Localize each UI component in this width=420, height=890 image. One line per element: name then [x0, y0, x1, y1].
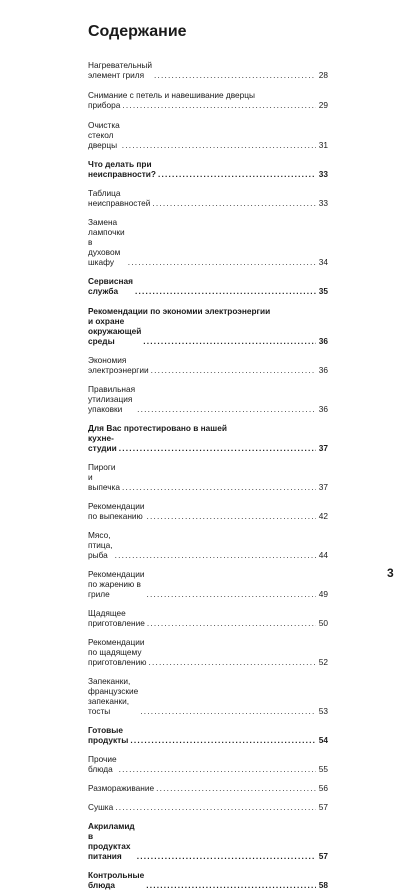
toc-entry-line: [88, 276, 328, 296]
toc-entry-page: 36: [318, 404, 328, 414]
toc-entry-page: 29: [318, 100, 328, 110]
toc-entry-page: 53: [318, 706, 328, 716]
dot-leader: [147, 511, 317, 521]
toc-entry: [88, 754, 328, 774]
dot-leader: [137, 404, 316, 414]
toc-entry-title: Сервисная служба: [88, 276, 133, 296]
toc-entry-title: Замена лампочки в духовом шкафу: [88, 217, 125, 267]
dot-leader: [137, 851, 316, 861]
toc-entry-page: 54: [318, 735, 328, 745]
dot-leader: [122, 100, 316, 110]
toc-entry-line: [88, 423, 328, 433]
toc-entry-title: прибора: [88, 100, 121, 110]
toc-entry-page: 58: [318, 880, 328, 890]
toc-entry-title: Рекомендации по выпеканию: [88, 501, 145, 521]
toc-entry-line: [88, 637, 328, 667]
toc-entry-title: Нагревательный элемент гриля: [88, 60, 152, 80]
table-of-contents: [88, 60, 328, 890]
toc-entry-line: [88, 433, 328, 453]
dot-leader: [154, 70, 316, 80]
toc-entry-line: [88, 384, 328, 414]
toc-entry: [88, 120, 328, 150]
toc-entry: [88, 60, 328, 80]
toc-entry-line: [88, 501, 328, 521]
toc-entry-page: 37: [318, 443, 328, 453]
toc-entry-title: Очистка стекол дверцы: [88, 120, 120, 150]
dot-leader: [148, 657, 316, 667]
toc-entry-title: Снимание с петель и навешивание дверцы: [88, 90, 255, 100]
toc-entry-title: Экономия электроэнергии: [88, 355, 149, 375]
dot-leader: [115, 802, 316, 812]
dot-leader: [151, 365, 316, 375]
toc-entry-title: кухне-студии: [88, 433, 117, 453]
toc-entry-line: [88, 217, 328, 267]
dot-leader: [135, 286, 316, 296]
page-number: 3: [387, 566, 394, 580]
toc-entry-line: [88, 783, 328, 793]
toc-entry-page: 35: [318, 286, 328, 296]
toc-entry-line: [88, 870, 328, 890]
dot-leader: [147, 589, 317, 599]
toc-entry-page: 33: [318, 169, 328, 179]
toc-entry-line: [88, 316, 328, 346]
toc-entry-line: [88, 754, 328, 774]
toc-entry-line: [88, 306, 328, 316]
toc-entry-title: Прочие блюда: [88, 754, 117, 774]
toc-entry: [88, 159, 328, 179]
toc-entry: [88, 608, 328, 628]
toc-entry-page: 57: [318, 851, 328, 861]
toc-entry-page: 57: [318, 802, 328, 812]
dot-leader: [122, 140, 316, 150]
toc-entry-title: Сушка: [88, 802, 114, 812]
dot-leader: [143, 336, 316, 346]
dot-leader: [128, 257, 316, 267]
toc-entry-title: Пироги и выпечка: [88, 462, 120, 492]
toc-entry: [88, 462, 328, 492]
toc-entry: [88, 725, 328, 745]
toc-entry-title: Размораживание: [88, 783, 155, 793]
toc-entry-title: Для Вас протестировано в нашей: [88, 423, 227, 433]
toc-entry-page: 52: [318, 657, 328, 667]
toc-entry-title: Контрольные блюда: [88, 870, 145, 890]
toc-entry: [88, 783, 328, 793]
dot-leader: [122, 482, 316, 492]
dot-leader: [147, 618, 316, 628]
toc-entry-page: 49: [318, 589, 328, 599]
dot-leader: [158, 169, 316, 179]
toc-entry: [88, 217, 328, 267]
toc-entry-title: Рекомендации по экономии электроэнергии: [88, 306, 271, 316]
toc-entry-title: Таблица неисправностей: [88, 188, 151, 208]
dot-leader: [119, 764, 316, 774]
toc-entry-page: 36: [318, 336, 328, 346]
toc-entry: [88, 870, 328, 890]
toc-entry-title: Рекомендации по щадящему приготовлению: [88, 637, 147, 667]
toc-entry: [88, 276, 328, 296]
toc-entry: [88, 821, 328, 861]
toc-entry-line: [88, 120, 328, 150]
toc-entry-line: [88, 802, 328, 812]
toc-entry-line: [88, 159, 328, 179]
toc-entry-title: Готовые продукты: [88, 725, 129, 745]
toc-entry-page: 50: [318, 618, 328, 628]
toc-entry-page: 42: [318, 511, 328, 521]
toc-entry-title: Что делать при неисправности?: [88, 159, 156, 179]
toc-entry-line: [88, 530, 328, 560]
page-title: Содержание: [88, 23, 187, 40]
toc-entry: [88, 802, 328, 812]
toc-entry-page: 33: [318, 198, 328, 208]
toc-entry: [88, 676, 328, 716]
toc-entry-line: [88, 676, 328, 716]
toc-entry-line: [88, 355, 328, 375]
toc-entry: [88, 188, 328, 208]
toc-entry-line: [88, 725, 328, 745]
toc-entry-page: 36: [318, 365, 328, 375]
toc-entry-title: Запеканки, французские запеканки, тосты: [88, 676, 139, 716]
toc-entry: [88, 501, 328, 521]
dot-leader: [130, 735, 316, 745]
toc-entry: [88, 306, 328, 346]
dot-leader: [115, 550, 316, 560]
dot-leader: [156, 783, 316, 793]
toc-entry-page: 31: [318, 140, 328, 150]
toc-entry-title: и охране окружающей среды: [88, 316, 142, 346]
toc-entry-title: Правильная утилизация упаковки: [88, 384, 136, 414]
toc-entry-title: Щадящее приготовление: [88, 608, 145, 628]
toc-entry: [88, 384, 328, 414]
toc-entry-page: 44: [318, 550, 328, 560]
toc-entry-page: 56: [318, 783, 328, 793]
toc-entry: [88, 637, 328, 667]
toc-entry-line: [88, 821, 328, 861]
dot-leader: [140, 706, 316, 716]
dot-leader: [146, 880, 316, 890]
toc-entry: [88, 355, 328, 375]
dot-leader: [152, 198, 316, 208]
toc-entry-title: Акриламид в продуктах питания: [88, 821, 135, 861]
toc-entry: [88, 90, 328, 110]
toc-entry-line: [88, 90, 328, 100]
toc-entry-title: Мясо, птица, рыба: [88, 530, 113, 560]
toc-entry-page: 28: [318, 70, 328, 80]
toc-entry-page: 55: [318, 764, 328, 774]
dot-leader: [119, 443, 316, 453]
toc-entry: [88, 530, 328, 560]
toc-entry-line: [88, 188, 328, 208]
toc-entry-line: [88, 608, 328, 628]
toc-entry-page: 34: [318, 257, 328, 267]
toc-entry-line: [88, 60, 328, 80]
toc-entry-line: [88, 462, 328, 492]
toc-entry-title: Рекомендации по жарению в гриле: [88, 569, 145, 599]
toc-entry: [88, 423, 328, 453]
toc-entry-line: [88, 100, 328, 110]
toc-entry-page: 37: [318, 482, 328, 492]
